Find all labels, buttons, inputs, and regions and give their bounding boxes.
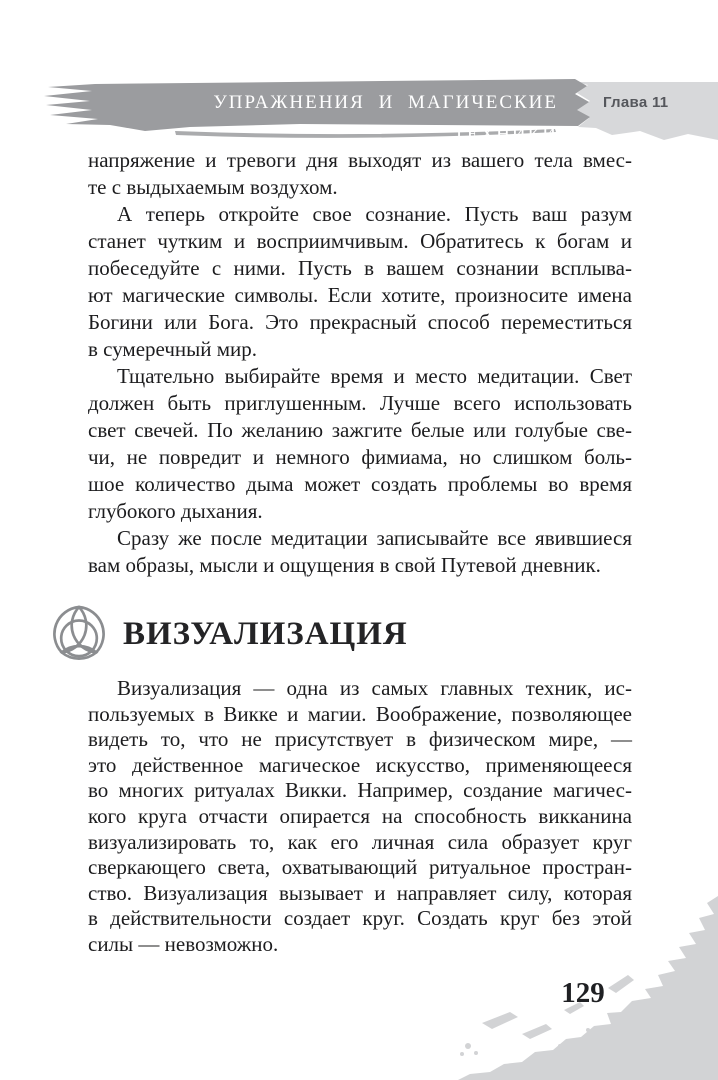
- text-line: побеседуйте с ними. Пусть в вашем сознании всплыва-: [88, 256, 632, 280]
- islet-dot: [465, 1043, 471, 1049]
- text-line: Богини или Бога. Это прекрасный способ переместиться: [88, 310, 632, 334]
- section-heading: ВИЗУАЛИЗАЦИЯ: [123, 615, 408, 652]
- text-line: шое количество дыма может создать проблемы во время: [88, 472, 632, 496]
- section-body-text: [88, 676, 632, 958]
- text-line: чи, не повредит и немного фимиама, но слишком боль-: [88, 445, 632, 469]
- islet-dot: [558, 1044, 562, 1048]
- islet-dot: [474, 1051, 478, 1055]
- text-line: кого круга отчасти опирается на способность викканина: [88, 803, 632, 828]
- chapter-label: Глава 11: [603, 94, 669, 111]
- text-line: должен быть приглушенным. Лучше всего использовать: [88, 391, 632, 415]
- page-number: 129: [561, 977, 605, 1009]
- text-line: ство. Визуализация вызывает и направляет силу, которая: [88, 880, 632, 905]
- text-line: силы — невозможно.: [88, 931, 279, 956]
- header-band: [0, 0, 718, 150]
- page-body-text: [88, 147, 632, 579]
- islet-dot: [460, 1052, 464, 1056]
- text-line: Тщательно выбирайте время и место медитации. Свет: [117, 364, 632, 388]
- text-line: в сумеречный мир.: [88, 337, 258, 361]
- text-line: во многих ритуалах Викки. Например, создание магичес-: [88, 778, 632, 803]
- text-line: визуализировать то, как его личная сила образует круг: [88, 829, 632, 854]
- text-line: это действенное магическое искусство, применяющееся: [88, 752, 632, 777]
- text-line: глубокого дыхания.: [88, 499, 263, 523]
- text-line: Визуализация — одна из самых главных техник, ис-: [117, 676, 632, 700]
- text-line: вам образы, мысли и ощущения в свой Путевой дневник.: [88, 553, 601, 577]
- text-line: в действительности создает круг. Создать круг без этой: [88, 906, 632, 931]
- text-line: свет свечей. По желанию зажгите белые или голубые све-: [88, 418, 632, 442]
- text-line: напряжение и тревоги дня выходят из вашего тела вмес-: [88, 148, 632, 172]
- text-line: Сразу же после медитации записывайте все явившиеся: [117, 526, 632, 550]
- islet-dot: [586, 1028, 590, 1032]
- text-line: те с выдыхаемым воздухом.: [88, 175, 338, 199]
- running-head: УПРАЖНЕНИЯ И МАГИЧЕСКИЕ ТЕХНИКИ: [213, 92, 558, 145]
- text-line: станет чутким и восприимчивым. Обратитесь к богам и: [88, 229, 632, 253]
- text-line: сверкающего света, охватывающий ритуальное простран-: [88, 855, 632, 880]
- triquetra-icon: [52, 603, 106, 665]
- text-line: ют магические символы. Если хотите, произносите имена: [88, 283, 632, 307]
- section-heading-row: [52, 603, 408, 665]
- text-line: видеть то, что не присутствует в физическом мире, —: [88, 727, 632, 752]
- island-shape: [522, 1024, 552, 1039]
- text-line: А теперь откройте свое сознание. Пусть ваш разум: [117, 202, 632, 226]
- island-shape: [482, 1012, 518, 1029]
- text-line: пользуемых в Викке и магии. Воображение, позволяющее: [88, 701, 632, 726]
